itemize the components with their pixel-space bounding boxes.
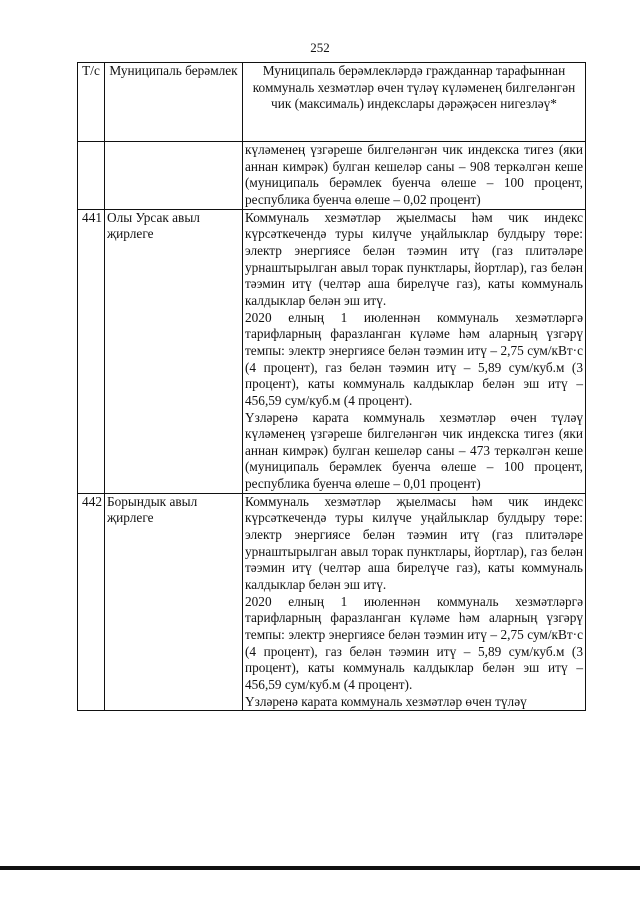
row-municipality: Олы Урсак авыл җирлеге: [105, 209, 243, 493]
row-description: [243, 142, 586, 210]
description-paragraph: Үзләренә карата коммуналь хезмәтләр өчен түләү: [245, 693, 527, 709]
table-row: [78, 142, 586, 210]
header-municipality: Муниципаль берәмлек: [105, 63, 243, 142]
table-row: [78, 493, 586, 711]
tariff-table: [77, 62, 586, 711]
description-paragraph: Коммуналь хезмәтләр җыелмасы һәм чик индекс күрсәткечендә туры килүче уңайлыклар булдыру төре: электр энергиясе белән тәэмин итү (газ плитәләре урнаштырылган авыл торак пунктлары, йортлар), газ белән тәэмин итү (челтәр аша бирелүче газ), каты коммуналь калдыклар белән эш итү.: [245, 209, 583, 308]
scan-border-bar: [0, 866, 640, 870]
page-number: 252: [310, 40, 330, 55]
description-paragraph: 2020 елның 1 июленнән коммуналь хезмәтләргә тарифларның фаразланган күләме һәм аларның үзгәрү темпы: электр энергиясе белән тәэмин итү – 2,75 сум/кВт·с (4 процент), газ белән тәэмин итү – 5,89 сум/куб.м (3 процент), каты коммуналь калдыклар белән эш итү – 456,59 сум/куб.м (4 процент).: [245, 309, 583, 408]
header-description: Муниципаль берәмлекләрдә гражданнар тарафыннан коммуналь хезмәтләр өчен түләү күләменең билгеләнгән чик (максималь) индекслары дәрәҗәсен нигезләү*: [243, 63, 586, 142]
row-description: [243, 209, 586, 493]
description-paragraph: Коммуналь хезмәтләр җыелмасы һәм чик индекс күрсәткечендә туры килүче уңайлыклар булдыру төре: электр энергиясе белән тәэмин итү (газ плитәләре урнаштырылган авыл торак пунктлары, йортлар), газ белән тәэмин итү (челтәр аша бирелүче газ), каты коммуналь калдыклар белән эш итү.: [245, 493, 583, 593]
row-description: [243, 493, 586, 711]
row-number: 441: [78, 209, 105, 493]
description-paragraph: 2020 елның 1 июленнән коммуналь хезмәтләргә тарифларның фаразланган күләме һәм аларның үзгәрү темпы: электр энергиясе белән тәэмин итү – 2,75 сум/кВт·с (4 процент), газ белән тәэмин итү – 5,89 сум/куб.м (3 процент), каты коммуналь калдыклар белән эш итү – 456,59 сум/куб.м (4 процент).: [245, 593, 583, 692]
description-paragraph: Үзләренә карата коммуналь хезмәтләр өчен түләү күләменең үзгәреше билгеләнгән чик индекска тигез (яки аннан кимрәк) булган кешеләр саны – 473 теркәлгән кеше (муниципаль берәмлек буенча өлеше – 100 процент, республика буенча өлеше – 0,01 процент): [245, 409, 583, 492]
row-number: [78, 142, 105, 210]
row-number: 442: [78, 493, 105, 711]
table-row: [78, 209, 586, 493]
table-header-row: [78, 63, 586, 142]
header-number: Т/с: [78, 63, 105, 142]
row-municipality: [105, 142, 243, 210]
row-municipality: Борындык авыл җирлеге: [105, 493, 243, 711]
description-paragraph: күләменең үзгәреше билгеләнгән чик индекска тигез (яки аннан кимрәк) булган кешеләр саны – 908 теркәлгән кеше (муниципаль берәмлек буенча өлеше – 100 процент, республика буенча өлеше – 0,02 процент): [245, 142, 583, 207]
